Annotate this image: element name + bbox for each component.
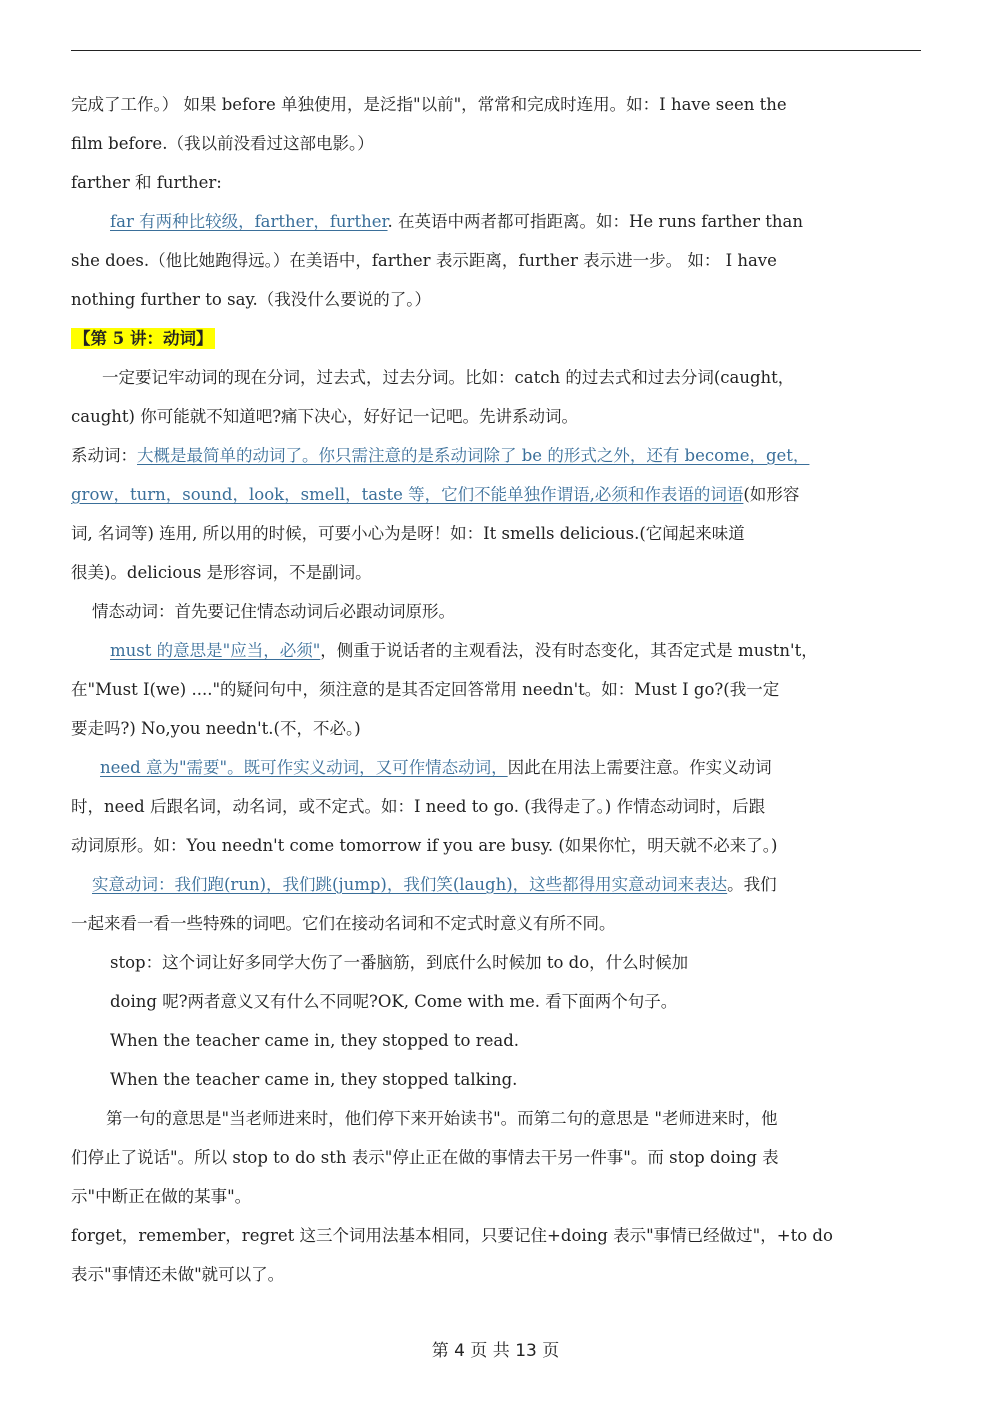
text-line (71, 484, 923, 506)
text-line (71, 796, 923, 818)
text-line (71, 289, 923, 311)
text-segment: 示"中断正在做的某事"。 (71, 1187, 252, 1206)
text-segment: 因此在用法上需要注意。作实义动词 (507, 758, 772, 777)
text-line (71, 913, 923, 935)
text-segment: 一起来看一看一些特殊的词吧。它们在接动名词和不定式时意义有所不同。 (71, 914, 616, 933)
text-line (71, 94, 923, 116)
text-segment: When the teacher came in, they stopped to read. (110, 1031, 520, 1050)
text-segment: doing 呢?两者意义又有什么不同呢?OK, Come with me. 看下面两个句子。 (110, 992, 678, 1011)
text-segment: 系动词： (71, 446, 137, 465)
text-segment: forget，remember，regret 这三个词用法基本相同，只要记住+doing 表示"事情已经做过"，+to do (71, 1226, 833, 1245)
text-segment: ，侧重于说话者的主观看法，没有时态变化，其否定式是 mustn't， (320, 641, 818, 660)
example-sentence (110, 1069, 923, 1091)
text-segment: 动词原形。如：You needn't come tomorrow if you are busy. (如果你忙，明天就不必来了。) (71, 836, 778, 855)
text-segment: 要走吗?) No,you needn't.(不，不必。) (71, 719, 361, 738)
text-segment: When the teacher came in, they stopped talking. (110, 1070, 518, 1089)
text-segment: 在"Must I(we) ...."的疑问句中，须注意的是其否定回答常用 needn't。如：Must I go?(我一定 (71, 680, 780, 699)
text-line (106, 1108, 923, 1130)
text-segment: caught) 你可能就不知道吧?痛下决心，好好记一记吧。先讲系动词。 (71, 407, 579, 426)
text-segment: 情态动词：首先要记住情态动词后必跟动词原形。 (92, 602, 455, 621)
text-segment: 词, 名词等) 连用, 所以用的时候，可要小心为是呀！如：It smells delicious.(它闻起来味道 (71, 524, 745, 543)
text-line (110, 991, 923, 1013)
text-segment: nothing further to say.（我没什么要说的了。） (71, 290, 432, 309)
text-line (71, 1225, 923, 1247)
text-line (92, 874, 923, 896)
underlined-text: need 意为"需要"。既可作实义动词，又可作情态动词， (100, 758, 508, 777)
underlined-text: 大概是最简单的动词了。你只需注意的是系动词除了 be 的形式之外，还有 become，get， (137, 446, 810, 465)
text-line (71, 679, 923, 701)
text-line (71, 406, 923, 428)
text-segment: 们停止了说话"。所以 stop to do sth 表示"停止正在做的事情去干另一件事"。而 stop doing 表 (71, 1148, 779, 1167)
text-segment: 一定要记牢动词的现在分词，过去式，过去分词。比如：catch 的过去式和过去分词(caught， (102, 368, 795, 387)
text-line (71, 250, 923, 272)
text-line (110, 211, 923, 233)
text-line (71, 172, 923, 194)
text-segment: stop：这个词让好多同学大伤了一番脑筋，到底什么时候加 to do，什么时候加 (110, 953, 689, 972)
text-line (110, 952, 923, 974)
text-segment: . 在英语中两者都可指距离。如：He runs farther than (387, 212, 803, 231)
text-line (102, 367, 923, 389)
text-line (92, 601, 923, 623)
text-line (71, 1186, 923, 1208)
page-number-footer: 第 4 页 共 13 页 (431, 1341, 560, 1361)
text-line (71, 133, 923, 155)
text-line (71, 1147, 923, 1169)
text-line (71, 718, 923, 740)
text-segment: 第一句的意思是"当老师进来时，他们停下来开始读书"。而第二句的意思是 "老师进来时，他 (106, 1109, 778, 1128)
header-rule (71, 50, 921, 51)
text-segment: 表示"事情还未做"就可以了。 (71, 1265, 285, 1284)
text-segment: 完成了工作。） 如果 before 单独使用，是泛指"以前"，常常和完成时连用。如：I have seen the (71, 95, 787, 114)
text-line (71, 835, 923, 857)
section-heading (71, 328, 923, 350)
text-line (71, 523, 923, 545)
underlined-text: must 的意思是"应当，必须" (110, 641, 321, 660)
text-line (110, 640, 923, 662)
underlined-text: far 有两种比较级，farther，further (110, 212, 388, 231)
example-sentence (110, 1030, 923, 1052)
underlined-text: 实意动词：我们跑(run)，我们跳(jump)，我们笑(laugh)，这些都得用实意动词来表达 (92, 875, 728, 894)
text-line (71, 1264, 923, 1286)
text-segment: she does.（他比她跑得远。）在美语中，farther 表示距离，further 表示进一步。 如： I have (71, 251, 777, 270)
text-segment: farther 和 further: (71, 173, 222, 192)
text-line (100, 757, 923, 779)
text-segment: 。我们 (727, 875, 777, 894)
text-segment: 时，need 后跟名词，动名词，或不定式。如：I need to go. (我得走了。) 作情态动词时，后跟 (71, 797, 766, 816)
text-segment: 很美)。delicious 是形容词，不是副词。 (71, 563, 372, 582)
text-segment: film before.（我以前没看过这部电影。） (71, 134, 374, 153)
underlined-text: grow，turn，sound，look，smell，taste 等，它们不能单独作谓语,必须和作表语的词语 (71, 485, 744, 504)
text-line (71, 562, 923, 584)
text-segment: (如形容 (743, 485, 800, 504)
text-line (71, 445, 923, 467)
heading-highlight: 【第 5 讲：动词】 (71, 328, 215, 349)
